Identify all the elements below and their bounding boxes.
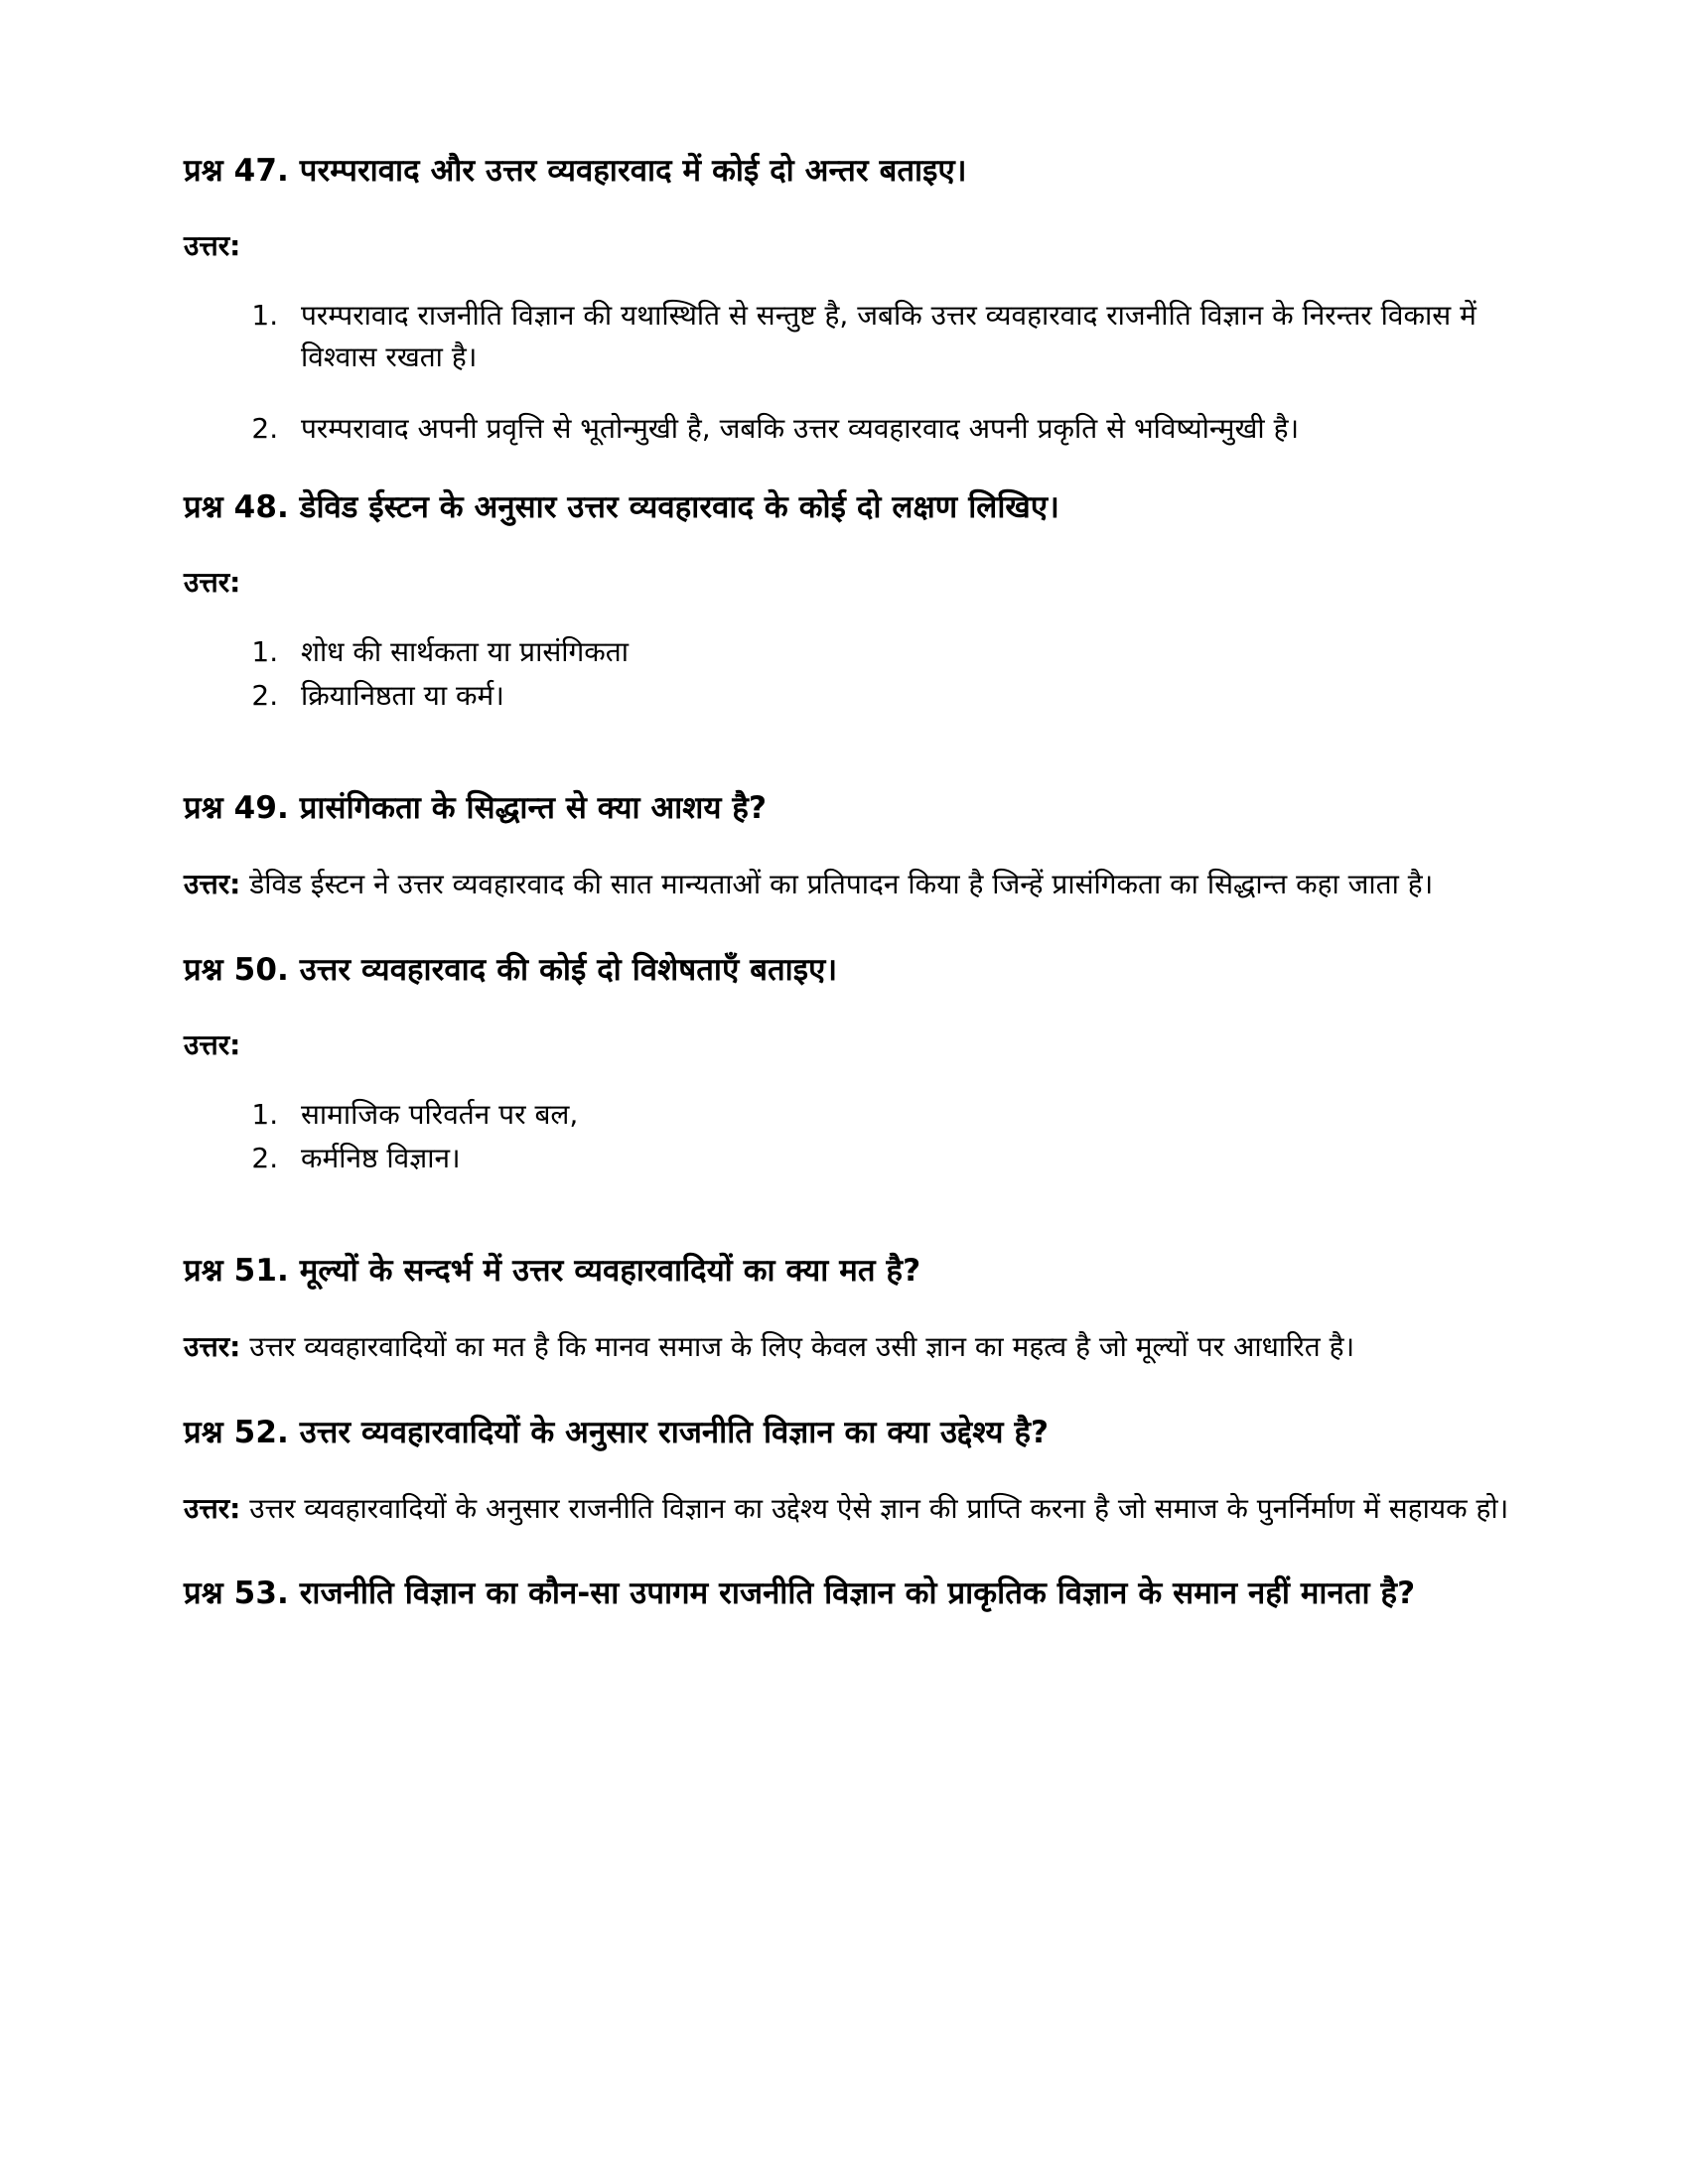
answer-label-50: उत्तर:	[184, 1027, 241, 1061]
answer-paragraph-52	[184, 1488, 1519, 1531]
question-heading-51: प्रश्न 51. मूल्यों के सन्दर्भ में उत्तर व्यवहारवादियों का क्या मत है?	[184, 1253, 921, 1290]
question-heading-50: प्रश्न 50. उत्तर व्यवहारवाद की कोई दो विशेषताएँ बताइए।	[184, 951, 838, 988]
answer-text-51: उत्तर व्यवहारवादियों का मत है कि मानव समाज के लिए केवल उसी ज्ञान का महत्व है जो मूल्यों पर आधारित है।	[249, 1330, 1355, 1364]
answer-text-52: उत्तर व्यवहारवादियों के अनुसार राजनीति विज्ञान का उद्देश्य ऐसे ज्ञान की प्राप्ति करना है जो समाज के पुनर्निर्माण में सहायक हो।	[249, 1491, 1509, 1525]
question-block-53	[184, 1571, 1519, 1615]
answer-paragraph-51	[184, 1326, 1519, 1369]
question-heading-47: प्रश्न 47. परम्परावाद और उत्तर व्यवहारवाद में कोई दो अन्तर बताइए।	[184, 153, 967, 189]
answer-label-48: उत्तर:	[184, 566, 241, 600]
question-heading-52: प्रश्न 52. उत्तर व्यवहारवादियों के अनुसार राजनीति विज्ञान का क्या उद्देश्य है?	[184, 1414, 1050, 1450]
answer-list-48	[184, 631, 1519, 717]
section-spacer	[184, 1215, 1519, 1249]
question-block-52	[184, 1411, 1519, 1531]
question-block-49	[184, 786, 1519, 906]
question-block-47	[184, 149, 1519, 450]
question-block-51	[184, 1249, 1519, 1369]
question-block-48	[184, 485, 1519, 717]
list-item: 2. क्रियानिष्ठता या कर्म।	[287, 675, 1519, 717]
list-item: 1. शोध की सार्थकता या प्रासंगिकता	[287, 631, 1519, 673]
answer-text-49: डेविड ईस्टन ने उत्तर व्यवहारवाद की सात मान्यताओं का प्रतिपादन किया है जिन्हें प्रासंगिकता का सिद्धान्त कहा जाता है।	[249, 868, 1434, 901]
list-item: 1. सामाजिक परिवर्तन पर बल,	[287, 1094, 1519, 1136]
answer-label-51: उत्तर:	[184, 1330, 241, 1364]
answer-label-49: उत्तर:	[184, 868, 241, 901]
answer-label-47: उत्तर:	[184, 229, 241, 263]
section-spacer	[184, 752, 1519, 786]
question-heading-49: प्रश्न 49. प्रासंगिकता के सिद्धान्त से क्या आशय है?	[184, 790, 768, 827]
answer-list-47	[184, 295, 1519, 450]
question-heading-53: प्रश्न 53. राजनीति विज्ञान का कौन-सा उपागम राजनीति विज्ञान को प्राकृतिक विज्ञान के समान नहीं मानता है?	[184, 1575, 1416, 1612]
question-block-50	[184, 948, 1519, 1179]
answer-paragraph-49	[184, 864, 1519, 906]
answer-label-52: उत्तर:	[184, 1491, 241, 1525]
list-item: 2. परम्परावाद अपनी प्रवृत्ति से भूतोन्मुखी है, जबकि उत्तर व्यवहारवाद अपनी प्रकृति से भविष्योन्मुखी है।	[287, 408, 1519, 450]
list-item: 1. परम्परावाद राजनीति विज्ञान की यथास्थिति से सन्तुष्ट है, जबकि उत्तर व्यवहारवाद राजनीति विज्ञान के निरन्तर विकास में विश्वास रखता है।	[287, 295, 1519, 378]
list-item: 2. कर्मनिष्ठ विज्ञान।	[287, 1138, 1519, 1179]
answer-list-50	[184, 1094, 1519, 1179]
question-heading-48: प्रश्न 48. डेविड ईस्टन के अनुसार उत्तर व्यवहारवाद के कोई दो लक्षण लिखिए।	[184, 489, 1059, 526]
